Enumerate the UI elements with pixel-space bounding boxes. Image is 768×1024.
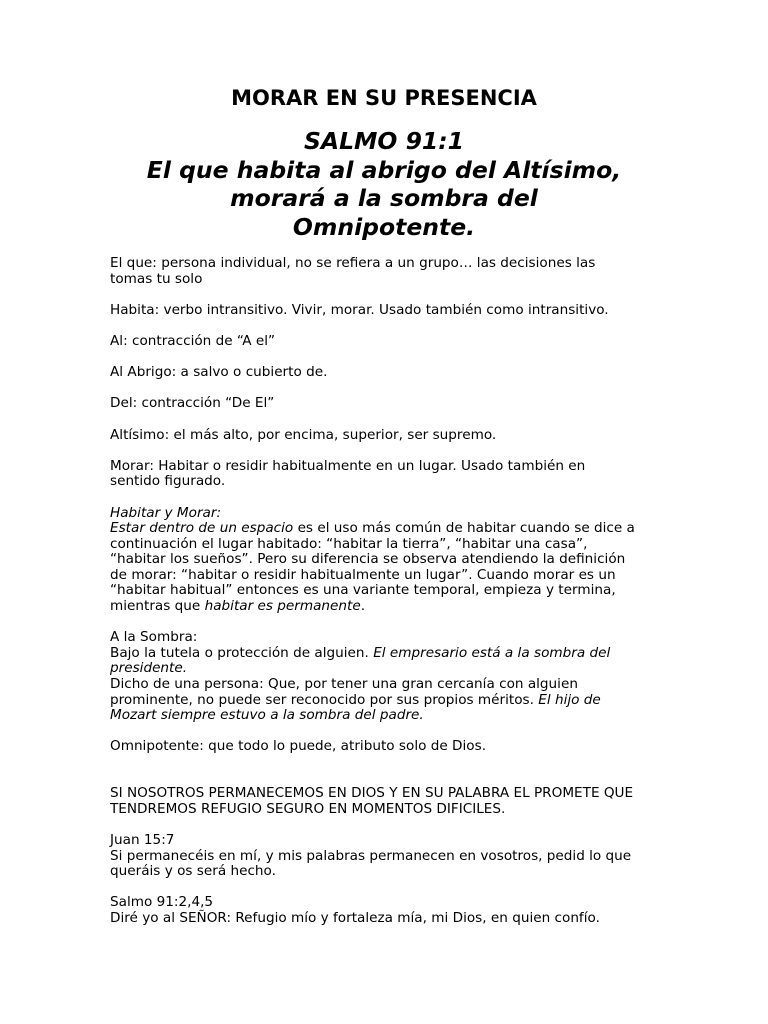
- paragraph-line: “habitar habitual” entonces es una variante temporal, empieza y termina,: [110, 582, 616, 599]
- document-body: [110, 256, 670, 927]
- definition-morar-cont: sentido figurado.: [110, 473, 226, 490]
- paragraph-line: de morar: “habitar o residir habitualmente un lugar”. Cuando morar es un: [110, 566, 616, 583]
- paragraph-line: presidente.: [110, 660, 188, 677]
- definition-omnipotente: Omnipotente: que todo lo puede, atributo solo de Dios.: [110, 738, 487, 755]
- verse-reference: SALMO 91:1: [303, 127, 465, 155]
- definition-al-abrigo: Al Abrigo: a salvo o cubierto de.: [110, 364, 328, 381]
- paragraph-line: Estar dentro de un espacio es el uso más común de habitar cuando se dice a: [110, 520, 635, 537]
- verse-line: El que habita al abrigo del Altísimo,: [146, 155, 622, 184]
- page-title: MORAR EN SU PRESENCIA: [231, 86, 537, 110]
- definition-el-que: El que: persona individual, no se refiera a un grupo… las decisiones las: [110, 255, 596, 271]
- paragraph-line: prominente, no puede ser reconocido por sus propios méritos. El hijo de: [110, 691, 601, 708]
- paragraph-line: Dicho de una persona: Que, por tener una gran cercanía con alguien: [110, 676, 578, 693]
- verse-line: Omnipotente.: [292, 212, 476, 241]
- habitar-morar-heading: Habitar y Morar:: [110, 504, 222, 521]
- sombra-heading: A la Sombra:: [110, 629, 198, 646]
- definition-el-que-cont: tomas tu solo: [110, 270, 203, 287]
- salmo-line: Diré yo al SEÑOR: Refugio mío y fortaleza mía, mi Dios, en quien confío.: [110, 909, 600, 926]
- salmo-reference: Salmo 91:2,4,5: [110, 894, 214, 911]
- paragraph-line: Mozart siempre estuvo a la sombra del padre.: [110, 707, 424, 724]
- paragraph-line: Bajo la tutela o protección de alguien. El empresario está a la sombra del: [110, 644, 611, 661]
- definition-morar: Morar: Habitar o residir habitualmente en un lugar. Usado también en: [110, 457, 586, 474]
- definition-del: Del: contracción “De El”: [110, 395, 275, 412]
- paragraph-line: “habitar los sueños”. Pero su diferencia se observa atendiendo la definición: [110, 551, 626, 568]
- juan-reference: Juan 15:7: [110, 831, 175, 848]
- verse-line: morará a la sombra del: [230, 184, 538, 212]
- paragraph-line: continuación el lugar habitado: “habitar la tierra”, “habitar una casa”,: [110, 535, 588, 552]
- paragraph-line: mientras que habitar es permanente.: [110, 598, 366, 615]
- definition-altisimo: Altísimo: el más alto, por encima, superior, ser supremo.: [110, 426, 497, 443]
- definition-al: Al: contracción de “A el”: [110, 332, 276, 349]
- promise-line: TENDREMOS REFUGIO SEGURO EN MOMENTOS DIFICILES.: [110, 800, 506, 817]
- promise-line: SI NOSOTROS PERMANECEMOS EN DIOS Y EN SU PALABRA EL PROMETE QUE: [110, 785, 634, 802]
- juan-line: Si permanecéis en mí, y mis palabras permanecen en vosotros, pedid lo que: [110, 847, 632, 864]
- definition-habita: Habita: verbo intransitivo. Vivir, morar. Usado también como intransitivo.: [110, 301, 609, 318]
- verse-block: [0, 127, 768, 241]
- juan-line: queráis y os será hecho.: [110, 863, 276, 880]
